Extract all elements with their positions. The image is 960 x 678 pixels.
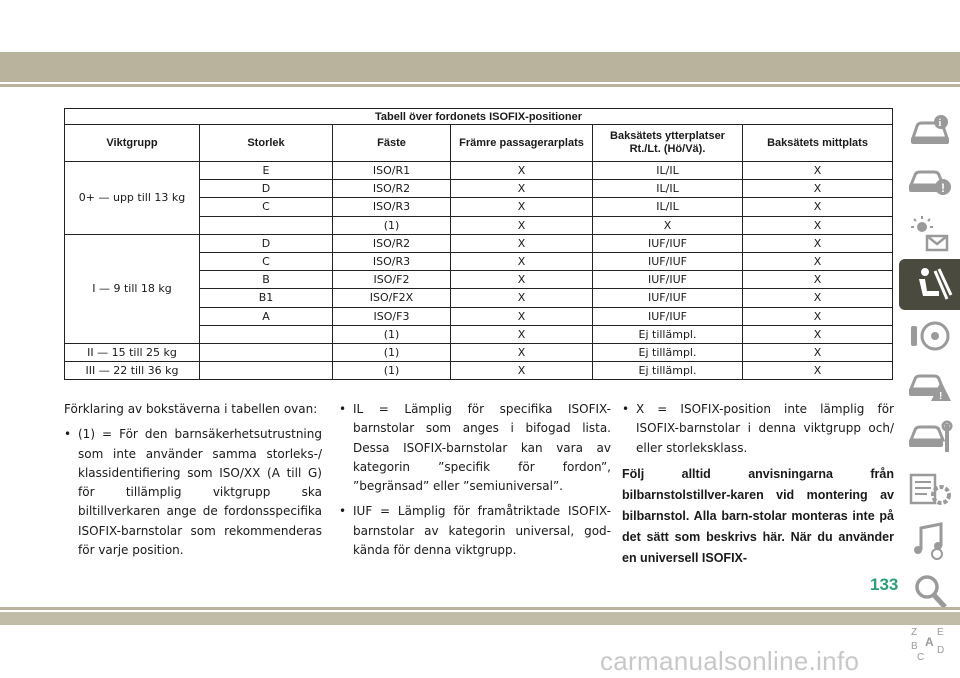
- table-cell: IUF/IUF: [593, 234, 743, 252]
- table-cell: ISO/F2X: [333, 289, 451, 307]
- table-cell: X: [743, 325, 893, 343]
- table-cell: IL/IL: [593, 180, 743, 198]
- table-cell: X: [451, 216, 593, 234]
- svg-text:i: i: [938, 117, 941, 129]
- page-number: 133: [870, 575, 899, 594]
- weight-group-cell: III — 22 till 36 kg: [65, 362, 200, 380]
- table-row: [65, 343, 893, 361]
- header-ytterplatser: Baksätets ytterplatser Rt./Lt. (Hö/Vä).: [593, 125, 743, 162]
- svg-text:!: !: [940, 180, 945, 195]
- table-row: [65, 162, 893, 180]
- table-cell: [200, 362, 333, 380]
- table-cell: X: [743, 271, 893, 289]
- table-cell: D: [200, 180, 333, 198]
- table-cell: B1: [200, 289, 333, 307]
- bullet-text: X = ISOFIX-position inte lämplig för ISOFIX-barnstolar i denna viktgrupp och/ eller storleksklass.: [636, 402, 894, 455]
- table-cell: Ej tillämpl.: [593, 343, 743, 361]
- header-faste: Fäste: [333, 125, 451, 162]
- warning-lights-icon[interactable]: [899, 208, 960, 259]
- header-viktgrupp: Viktgrupp: [65, 125, 200, 162]
- ignition-steering-icon[interactable]: [899, 310, 960, 361]
- table-cell: X: [743, 162, 893, 180]
- car-alert-icon[interactable]: [899, 157, 960, 208]
- table-cell: X: [451, 180, 593, 198]
- chapter-sidebar: [899, 106, 960, 667]
- table-cell: IUF/IUF: [593, 307, 743, 325]
- top-rule: [0, 84, 960, 87]
- table-cell: X: [743, 289, 893, 307]
- svg-text:A: A: [924, 634, 934, 649]
- weight-group-cell: I — 9 till 18 kg: [65, 234, 200, 343]
- table-cell: IUF/IUF: [593, 289, 743, 307]
- multimedia-icon[interactable]: [899, 514, 960, 565]
- bullet-note-iuf: [339, 502, 611, 560]
- table-cell: X: [451, 162, 593, 180]
- bullet-text: IL = Lämplig för specifika ISOFIX-barnstolar som anges i bifogad lista. Dessa ISOFIX-barnstolar kan vara av kategorin ”specifik för fordon”, ”begränsad” eller ”semiuniversal”.: [353, 402, 611, 494]
- table-cell: C: [200, 198, 333, 216]
- table-cell: (1): [333, 362, 451, 380]
- weight-group-cell: II — 15 till 25 kg: [65, 343, 200, 361]
- car-info-icon[interactable]: [899, 106, 960, 157]
- svg-text:E: E: [936, 626, 944, 638]
- tech-specs-icon[interactable]: [899, 463, 960, 514]
- table-cell: ISO/F3: [333, 307, 451, 325]
- weight-group-cell: 0+ — upp till 13 kg: [65, 162, 200, 235]
- legend-intro: Förklaring av bokstäverna i tabellen ovan:: [64, 402, 318, 416]
- table-cell: X: [743, 343, 893, 361]
- bullet-text: (1) = För den barnsäkerhetsutrustning som inte använder samma storleks-/ klassidentifiering som ISO/XX (A till G) för tillämplig viktgrupp ska biltillverkaren ange de fordonsspecifika ISOFIX-barnstolar som rekommenderas för varje position.: [78, 427, 322, 558]
- table-cell: X: [743, 252, 893, 270]
- table-cell: ISO/R3: [333, 252, 451, 270]
- service-wrench-icon[interactable]: [899, 412, 960, 463]
- warning-paragraph: Följ alltid anvisningarna från bilbarnstolstillver-karen vid montering av bilbarnstol. Alla barn-stolar monteras inte på det sätt som beskrivs här. När du använder en universell ISOFIX-: [622, 466, 894, 565]
- table-cell: X: [743, 180, 893, 198]
- table-cell: C: [200, 252, 333, 270]
- bullet-dot: •: [339, 402, 347, 416]
- table-cell: IUF/IUF: [593, 271, 743, 289]
- hazard-triangle-icon[interactable]: [899, 361, 960, 412]
- table-cell: A: [200, 307, 333, 325]
- table-cell: Ej tillämpl.: [593, 325, 743, 343]
- table-cell: X: [451, 252, 593, 270]
- table-cell: [200, 325, 333, 343]
- table-cell: E: [200, 162, 333, 180]
- table-cell: [200, 343, 333, 361]
- table-cell: X: [743, 307, 893, 325]
- watermark: carmanualsonline.info: [600, 646, 860, 676]
- table-cell: X: [451, 198, 593, 216]
- text-column-2: [339, 400, 611, 566]
- table-cell: ISO/R2: [333, 180, 451, 198]
- svg-text:Z: Z: [910, 626, 917, 638]
- table-cell: Ej tillämpl.: [593, 362, 743, 380]
- bullet-dot: •: [339, 504, 347, 519]
- table-cell: X: [743, 216, 893, 234]
- svg-text:!: !: [938, 390, 942, 402]
- isofix-table: [64, 108, 893, 380]
- table-cell: X: [451, 343, 593, 361]
- bullet-note-x: [622, 400, 894, 458]
- table-caption: Tabell över fordonets ISOFIX-positioner: [65, 109, 893, 125]
- bottom-color-band: [0, 612, 960, 625]
- table-cell: X: [451, 289, 593, 307]
- svg-text:B: B: [910, 640, 918, 652]
- text-column-3: [622, 400, 894, 569]
- table-cell: ISO/R3: [333, 198, 451, 216]
- top-color-band: [0, 52, 960, 82]
- table-body: [65, 162, 893, 380]
- header-framre: Främre passagerarplats: [451, 125, 593, 162]
- bullet-note-il: [339, 400, 611, 496]
- table-cell: B: [200, 271, 333, 289]
- table-cell: ISO/R2: [333, 234, 451, 252]
- header-storlek: Storlek: [200, 125, 333, 162]
- table-cell: X: [593, 216, 743, 234]
- svg-text:D: D: [936, 644, 944, 656]
- table-cell: IUF/IUF: [593, 252, 743, 270]
- table-cell: X: [743, 198, 893, 216]
- bottom-rule: [0, 607, 960, 610]
- table-cell: (1): [333, 325, 451, 343]
- table-cell: X: [451, 362, 593, 380]
- svg-text:C: C: [916, 651, 924, 662]
- table-cell: IL/IL: [593, 198, 743, 216]
- table-cell: X: [451, 234, 593, 252]
- text-column-1: [64, 400, 322, 566]
- table-cell: IL/IL: [593, 162, 743, 180]
- bullet-note-1: [64, 425, 322, 560]
- table-cell: ISO/R1: [333, 162, 451, 180]
- table-row: [65, 362, 893, 380]
- table-cell: (1): [333, 216, 451, 234]
- table-cell: X: [451, 307, 593, 325]
- table-cell: D: [200, 234, 333, 252]
- airbag-seat-icon[interactable]: [899, 259, 960, 310]
- table-cell: (1): [333, 343, 451, 361]
- table-cell: X: [743, 234, 893, 252]
- table-row: [65, 234, 893, 252]
- header-mittplats: Baksätets mittplats: [743, 125, 893, 162]
- bullet-dot: •: [622, 402, 630, 416]
- table-cell: X: [743, 362, 893, 380]
- bullet-dot: •: [64, 427, 72, 442]
- table-cell: ISO/F2: [333, 271, 451, 289]
- table-cell: X: [451, 325, 593, 343]
- bullet-text: IUF = Lämplig för framåtriktade ISOFIX-barnstolar av kategorin universal, god-kända för denna viktgrupp.: [353, 504, 611, 558]
- table-cell: [200, 216, 333, 234]
- table-cell: X: [451, 271, 593, 289]
